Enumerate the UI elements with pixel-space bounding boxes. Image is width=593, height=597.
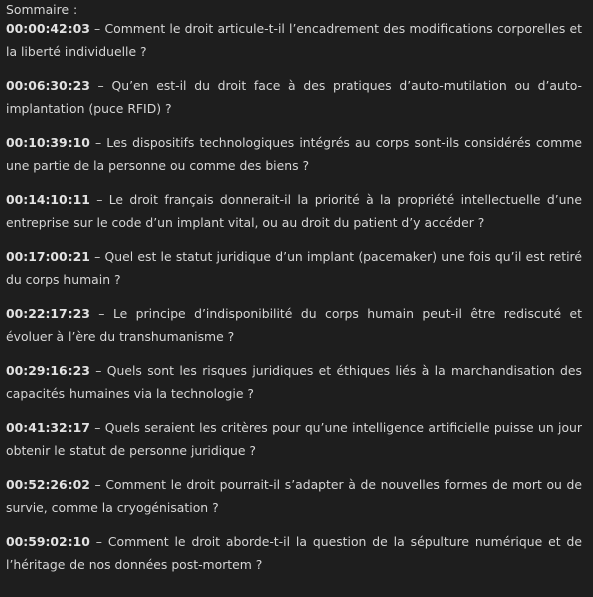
entry-text: Quels seraient les critères pour qu’une intelligence artificielle puisse un jour obtenir le statut de personne juridique ? (6, 420, 582, 458)
timestamp-link[interactable]: 00:06:30:23 (6, 78, 90, 93)
summary-entry (6, 303, 582, 348)
summary-entry (6, 474, 582, 519)
entry-text: Comment le droit aborde-t-il la question de la sépulture numérique et de l’héritage de nos données post-mortem ? (6, 534, 582, 572)
entry-text: Les dispositifs technologiques intégrés au corps sont-ils considérés comme une partie de la personne ou comme des biens ? (6, 135, 582, 173)
separator: – (89, 21, 105, 36)
summary-entry (6, 246, 582, 291)
separator: – (89, 477, 106, 492)
summary-entry (6, 531, 582, 576)
entry-text: Qu’en est-il du droit face à des pratiques d’auto-mutilation ou d’auto-implantation (puce RFID) ? (6, 78, 582, 116)
entry-text: Le droit français donnerait-il la priorité à la propriété intellectuelle d’une entreprise sur le code d’un implant vital, ou au droit du patient d’y accéder ? (6, 192, 582, 230)
timestamp-link[interactable]: 00:59:02:10 (6, 534, 90, 549)
timestamp-link[interactable]: 00:52:26:02 (6, 477, 90, 492)
separator: – (89, 363, 107, 378)
summary-entry (6, 360, 582, 405)
summary-entry (6, 132, 582, 177)
summary-entry (6, 189, 582, 234)
entry-text: Comment le droit articule-t-il l’encadrement des modifications corporelles et la liberté individuelle ? (6, 21, 583, 59)
timestamp-link[interactable]: 00:00:42:03 (6, 21, 90, 36)
separator: – (89, 534, 108, 549)
separator: – (89, 249, 105, 264)
summary-entry (6, 417, 582, 462)
entry-text: Quel est le statut juridique d’un implant (pacemaker) une fois qu’il est retiré du corps humain ? (6, 249, 582, 287)
entry-text: Comment le droit pourrait-il s’adapter à de nouvelles formes de mort ou de survie, comme la cryogénisation ? (6, 477, 583, 515)
timestamp-link[interactable]: 00:22:17:23 (6, 306, 90, 321)
separator: – (89, 420, 105, 435)
timestamp-link[interactable]: 00:10:39:10 (6, 135, 90, 150)
summary-title: Sommaire : (6, 2, 78, 17)
entry-text: Le principe d’indisponibilité du corps humain peut-il être rediscuté et évoluer à l’ère du transhumanisme ? (6, 306, 583, 344)
timestamp-link[interactable]: 00:41:32:17 (6, 420, 90, 435)
timestamp-link[interactable]: 00:17:00:21 (6, 249, 90, 264)
timestamp-link[interactable]: 00:14:10:11 (6, 192, 90, 207)
summary-entry (6, 18, 582, 63)
summary-entry (6, 75, 582, 120)
entry-text: Quels sont les risques juridiques et éthiques liés à la marchandisation des capacités humaines via la technologie ? (6, 363, 582, 401)
separator: – (89, 192, 109, 207)
separator: – (89, 78, 112, 93)
timestamp-link[interactable]: 00:29:16:23 (6, 363, 90, 378)
separator: – (89, 306, 113, 321)
separator: – (89, 135, 107, 150)
